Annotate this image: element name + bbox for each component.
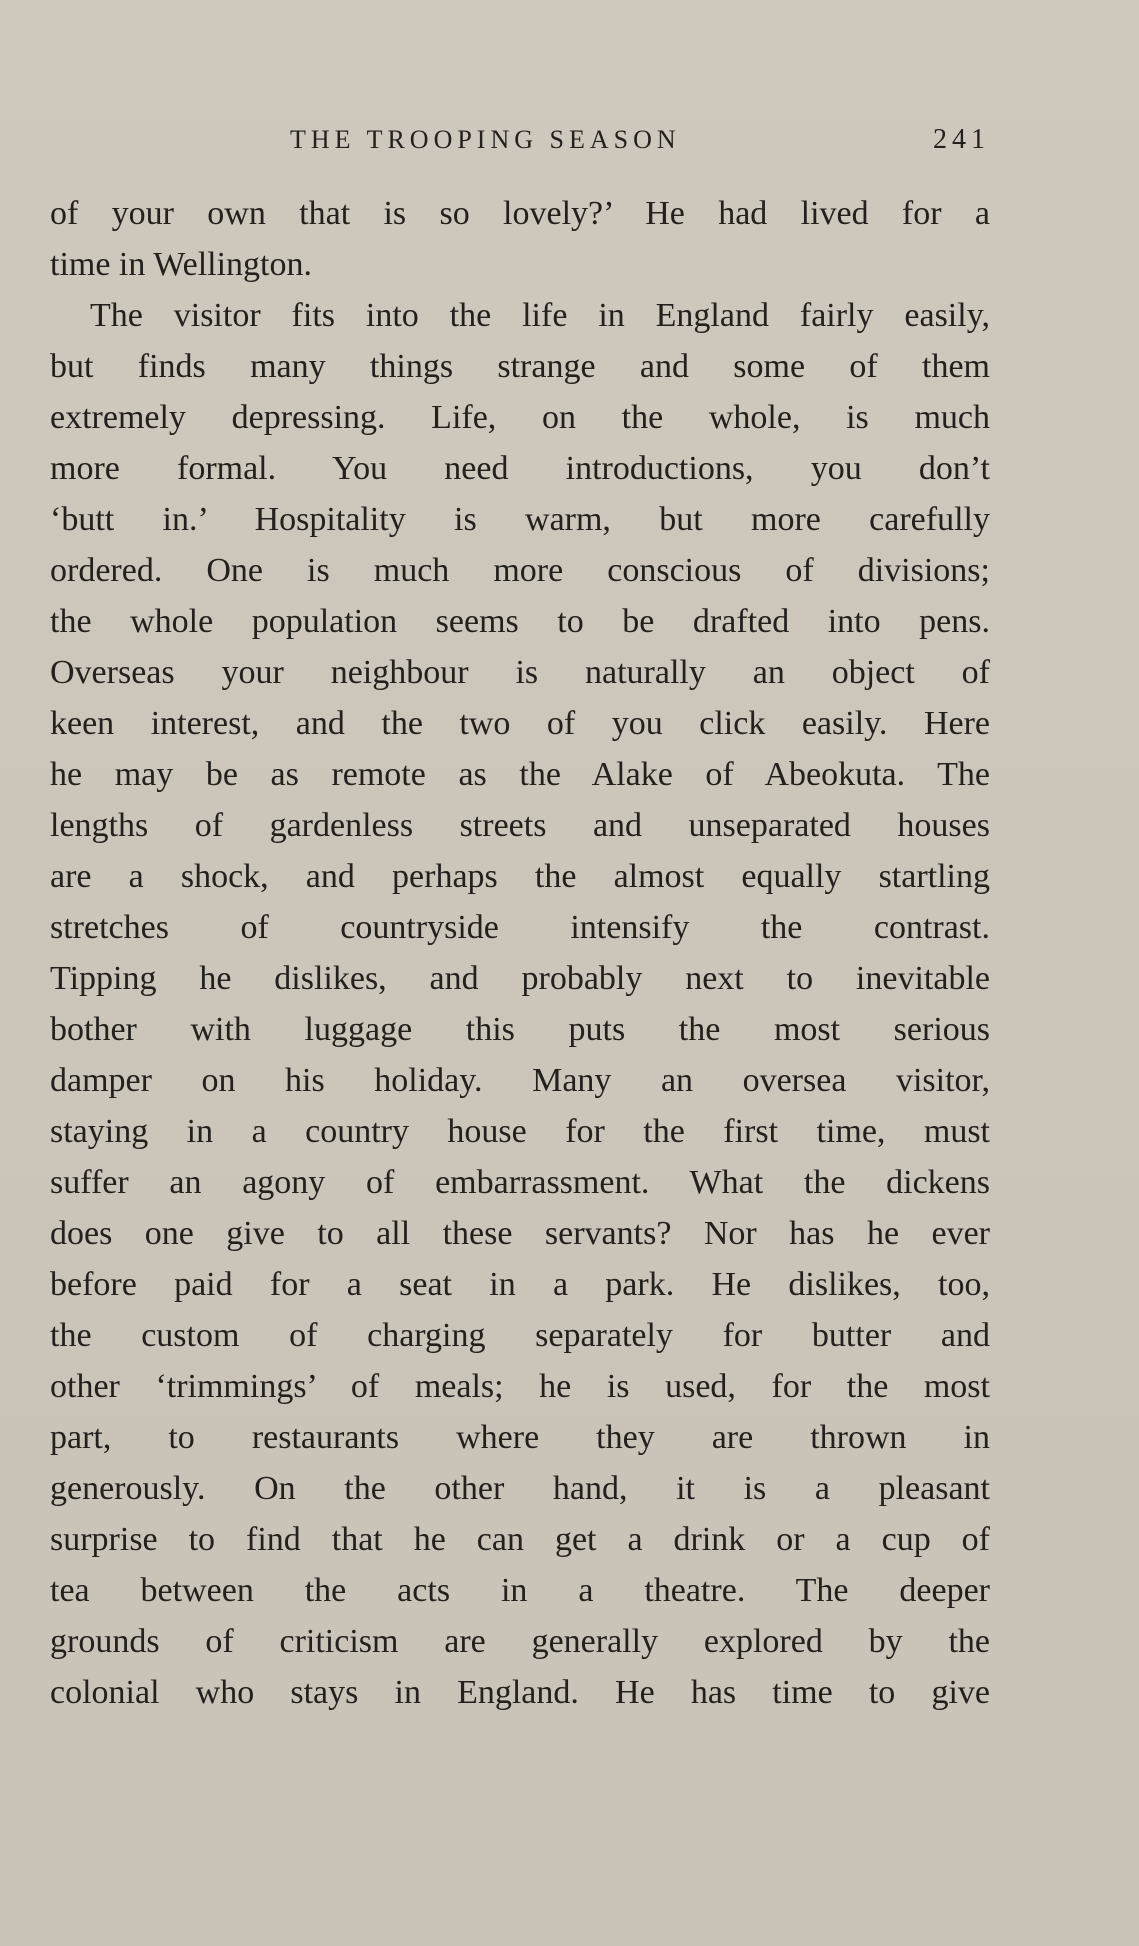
text-line: the custom of charging separately for butter and xyxy=(50,1317,990,1354)
text-line: time in Wellington. xyxy=(50,246,313,283)
text-line: Overseas your neighbour is naturally an object of xyxy=(50,654,990,691)
text-line: extremely depressing. Life, on the whole, is much xyxy=(50,399,990,436)
text-line: before paid for a seat in a park. He dislikes, too, xyxy=(50,1266,990,1303)
text-line: suffer an agony of embarrassment. What the dickens xyxy=(50,1164,990,1201)
text-line: grounds of criticism are generally explored by the xyxy=(50,1623,990,1660)
text-line: but finds many things strange and some of them xyxy=(50,348,990,385)
text-line: Tipping he dislikes, and probably next to inevitable xyxy=(50,960,990,997)
text-line: does one give to all these servants? Nor has he ever xyxy=(50,1215,990,1252)
text-line: lengths of gardenless streets and unseparated houses xyxy=(50,807,990,844)
text-line: ordered. One is much more conscious of divisions; xyxy=(50,552,990,589)
text-line: stretches of countryside intensify the contrast. xyxy=(50,909,990,946)
text-line: more formal. You need introductions, you don’t xyxy=(50,450,990,487)
text-line: The visitor fits into the life in England fairly easily, xyxy=(90,297,990,334)
text-line: staying in a country house for the first time, must xyxy=(50,1113,990,1150)
text-line: keen interest, and the two of you click easily. Here xyxy=(50,705,990,742)
text-line: part, to restaurants where they are thrown in xyxy=(50,1419,990,1456)
body-text xyxy=(50,188,990,1718)
running-head xyxy=(50,120,990,160)
text-line: of your own that is so lovely?’ He had lived for a xyxy=(50,195,990,232)
running-title: THE TROOPING SEASON xyxy=(290,125,681,154)
text-line: are a shock, and perhaps the almost equally startling xyxy=(50,858,990,895)
text-line: the whole population seems to be drafted into pens. xyxy=(50,603,990,640)
text-line: generously. On the other hand, it is a pleasant xyxy=(50,1470,990,1507)
text-line: bother with luggage this puts the most serious xyxy=(50,1011,990,1048)
text-line: ‘butt in.’ Hospitality is warm, but more carefully xyxy=(50,501,990,538)
page-number: 241 xyxy=(933,124,990,155)
text-line: other ‘trimmings’ of meals; he is used, for the most xyxy=(50,1368,990,1405)
text-line: colonial who stays in England. He has time to give xyxy=(50,1674,990,1711)
text-line: he may be as remote as the Alake of Abeokuta. The xyxy=(50,756,990,793)
text-line: surprise to find that he can get a drink or a cup of xyxy=(50,1521,990,1558)
text-line: damper on his holiday. Many an oversea visitor, xyxy=(50,1062,990,1099)
text-line: tea between the acts in a theatre. The deeper xyxy=(50,1572,990,1609)
